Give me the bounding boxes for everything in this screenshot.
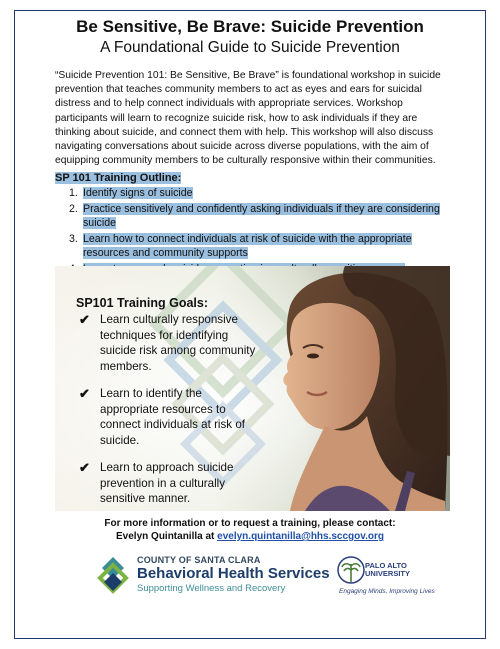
goal-item	[76, 460, 256, 507]
outline-item-text: Identify signs of suicide	[83, 187, 193, 199]
checkmark-icon: ✔	[79, 460, 90, 475]
outline-item	[55, 202, 450, 230]
contact-name: Evelyn Quintanilla at	[116, 531, 218, 542]
goal-item	[76, 386, 256, 448]
training-goals	[76, 296, 256, 519]
outline-heading-text: SP 101 Training Outline:	[55, 172, 182, 184]
checkmark-icon: ✔	[79, 312, 90, 327]
agency-name: Behavioral Health Services	[137, 565, 330, 582]
outline-item-number: 2.	[69, 203, 78, 215]
goal-text: Learn to approach suicide prevention in a culturally sensitive manner.	[100, 461, 234, 505]
outline-item	[55, 232, 450, 260]
goal-item	[76, 312, 256, 374]
contact-line: For more information or to request a training, please contact:	[104, 518, 396, 529]
outline-heading	[55, 172, 181, 184]
diamond-stack-icon	[93, 555, 133, 595]
palo-alto-tree-icon	[337, 556, 365, 588]
university-name	[365, 562, 410, 578]
goal-text: Learn culturally responsive techniques for identifying suicide risk among community members.	[100, 313, 256, 373]
outline-item-number: 1.	[69, 187, 78, 199]
outline-item-number: 3.	[69, 233, 78, 245]
university-name-line2: UNIVERSITY	[365, 569, 411, 578]
goal-text: Learn to identify the appropriate resources to connect individuals at risk of suicide.	[100, 387, 245, 447]
outline-item	[55, 186, 450, 200]
contact-email-link[interactable]: evelyn.quintanilla@hhs.sccgov.org	[217, 531, 384, 542]
university-name-line1: PALO ALTO	[365, 561, 407, 570]
palo-alto-university-logo	[337, 556, 435, 600]
university-tagline: Engaging Minds, Improving Lives	[339, 588, 435, 595]
county-name: COUNTY OF SANTA CLARA	[137, 555, 261, 565]
page-title: Be Sensitive, Be Brave: Suicide Prevention	[76, 17, 424, 36]
intro-paragraph: “Suicide Prevention 101: Be Sensitive, Be Brave” is foundational workshop in suicide prevention that teaches community members to act as eyes and ears for suicidal distress and to help connect individuals with appropriate services. Workshop participants will learn to recognize suicide risk, how to ask individuals if they are thinking about suicide, and connect them with help. This workshop will also discuss navigating conversations about suicide across diverse populations, with the aim of equipping community members to be culturally responsive within their communities.	[55, 70, 441, 167]
page-subtitle: A Foundational Guide to Suicide Prevention	[100, 39, 400, 56]
outline-item-text: Practice sensitively and confidently asking individuals if they are considering suicide	[83, 203, 440, 229]
outline-item-text: Learn how to connect individuals at risk of suicide with the appropriate resources and community supports	[83, 233, 412, 259]
goals-heading: SP101 Training Goals:	[76, 296, 208, 310]
county-bhs-logo	[93, 553, 330, 597]
checkmark-icon: ✔	[79, 386, 90, 401]
contact-person	[0, 531, 500, 542]
agency-tagline: Supporting Wellness and Recovery	[137, 583, 286, 594]
outline-list	[55, 186, 450, 278]
